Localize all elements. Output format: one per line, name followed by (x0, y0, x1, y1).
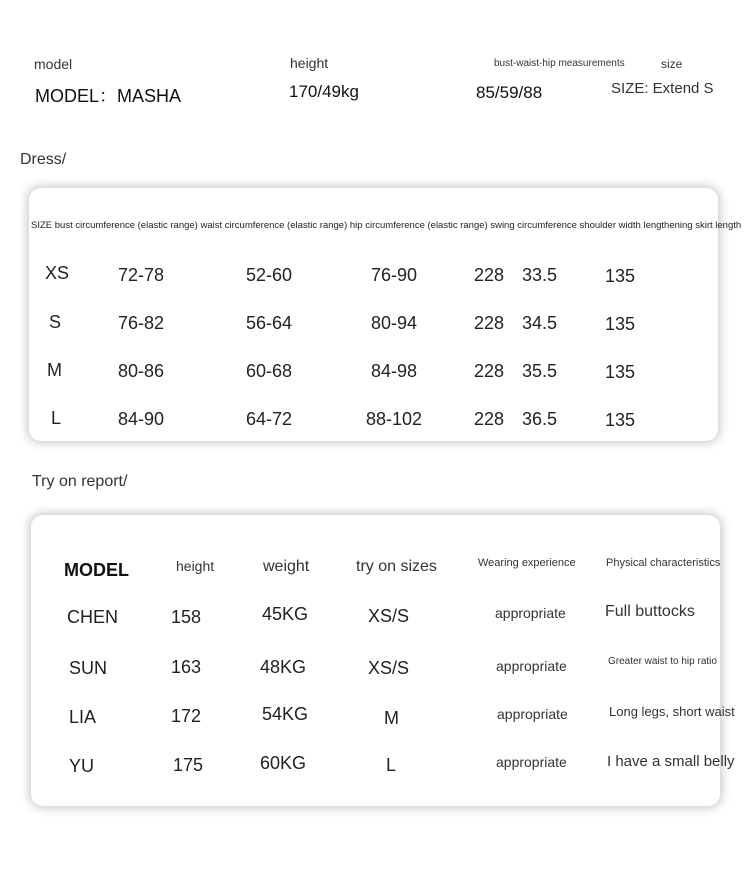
model-height-weight: 170/49kg (289, 82, 359, 101)
try-on-row-1-size: XS/S (368, 606, 410, 626)
dress-size-header: SIZE bust circumference (elastic range) waist circumference (elastic range) hip circumference (elastic range) swing circumference shoulder width lengthening skirt length (31, 220, 742, 231)
try-on-row-1-experience: appropriate (495, 605, 566, 621)
dress-row-s-swing: 228 (474, 313, 505, 333)
dress-row-m-length: 135 (605, 362, 636, 382)
try-on-row-2-size: XS/S (368, 658, 410, 678)
try-on-row-1-model: CHEN (67, 607, 119, 627)
try-on-header-sizes: try on sizes (356, 558, 437, 575)
try-on-row-3-weight: 54KG (262, 704, 309, 724)
try-on-row-1-weight: 45KG (262, 604, 309, 624)
dress-row-l-shoulder: 36.5 (522, 409, 558, 429)
try-on-header-height: height (176, 558, 215, 574)
dress-row-xs-hip: 76-90 (371, 265, 418, 285)
try-on-row-2-experience: appropriate (496, 658, 567, 674)
dress-row-s-waist: 56-64 (246, 313, 293, 333)
dress-row-l-waist: 64-72 (246, 409, 293, 429)
model-name: MODEL：MASHA (35, 86, 182, 106)
try-on-section-title: Try on report/ (32, 473, 128, 490)
dress-row-xs-length: 135 (605, 266, 636, 286)
dress-row-m-waist: 60-68 (246, 361, 293, 381)
try-on-row-4-weight: 60KG (260, 753, 307, 773)
try-on-header-weight: weight (263, 558, 310, 575)
try-on-header-experience: Wearing experience (478, 557, 576, 569)
try-on-row-3-experience: appropriate (497, 706, 568, 722)
try-on-row-3-physical: Long legs, short waist (609, 704, 735, 719)
try-on-row-2-model: SUN (69, 658, 108, 678)
dress-row-m-bust: 80-86 (118, 361, 165, 381)
dress-row-xs-swing: 228 (474, 265, 505, 285)
dress-section-title: Dress/ (20, 151, 67, 168)
dress-row-l-length: 135 (605, 410, 636, 430)
dress-row-l-size: L (51, 408, 62, 428)
try-on-header-physical: Physical characteristics (606, 557, 721, 569)
dress-row-s-size: S (49, 312, 62, 332)
dress-row-s-bust: 76-82 (118, 313, 165, 333)
try-on-row-1-height: 158 (171, 607, 202, 627)
dress-row-s-hip: 80-94 (371, 313, 418, 333)
dress-row-l-swing: 228 (474, 409, 505, 429)
try-on-row-3-size: M (384, 708, 399, 728)
dress-row-l-hip: 88-102 (366, 409, 423, 429)
try-on-header-model: MODEL (64, 560, 129, 580)
try-on-row-4-experience: appropriate (496, 754, 567, 770)
try-on-row-3-height: 172 (171, 706, 202, 726)
model-measurements: 85/59/88 (476, 83, 543, 102)
try-on-row-4-model: YU (69, 756, 95, 776)
try-on-row-2-height: 163 (171, 657, 202, 677)
dress-row-xs-shoulder: 33.5 (522, 265, 558, 285)
dress-row-m-hip: 84-98 (371, 361, 418, 381)
try-on-row-4-height: 175 (173, 755, 204, 775)
try-on-card (31, 515, 735, 806)
dress-size-card (29, 188, 742, 441)
dress-row-xs-size: XS (45, 263, 70, 283)
dress-row-l-bust: 84-90 (118, 409, 165, 429)
dress-row-s-length: 135 (605, 314, 636, 334)
size-label: size (661, 57, 683, 71)
dress-row-s-shoulder: 34.5 (522, 313, 558, 333)
dress-row-m-size: M (47, 360, 62, 380)
try-on-row-2-weight: 48KG (260, 657, 307, 677)
dress-row-m-shoulder: 35.5 (522, 361, 558, 381)
dress-row-xs-bust: 72-78 (118, 265, 165, 285)
dress-row-xs-waist: 52-60 (246, 265, 293, 285)
try-on-row-2-physical: Greater waist to hip ratio (608, 656, 717, 667)
height-label: height (290, 55, 329, 71)
try-on-row-4-size: L (386, 755, 397, 775)
try-on-row-1-physical: Full buttocks (605, 603, 695, 620)
model-label: model (34, 56, 73, 72)
dress-row-m-swing: 228 (474, 361, 505, 381)
try-on-row-4-physical: I have a small belly (607, 753, 735, 770)
measurements-label: bust-waist-hip measurements (494, 58, 625, 69)
model-size: SIZE: Extend S (611, 80, 714, 97)
try-on-row-3-model: LIA (69, 707, 97, 727)
